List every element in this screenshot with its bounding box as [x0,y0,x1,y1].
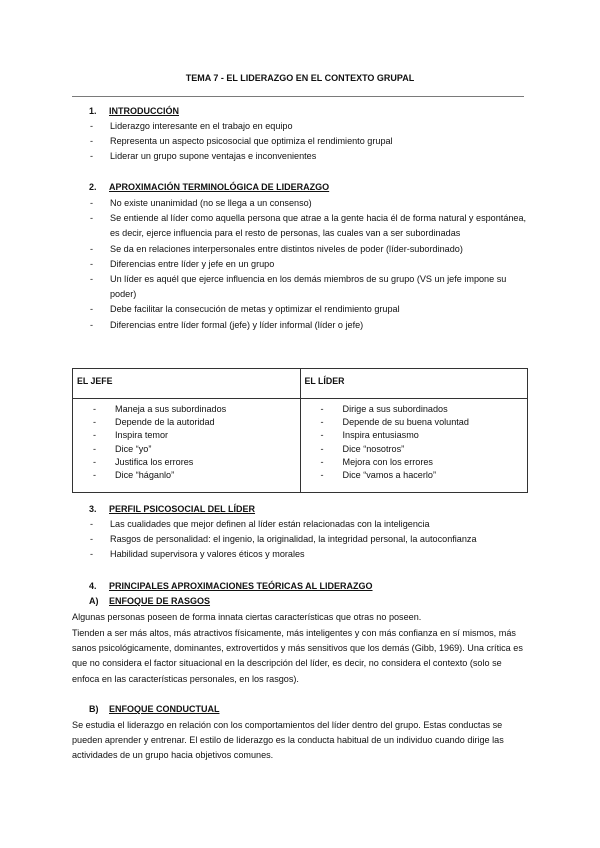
subsection-number: B) [89,704,99,714]
list-item: - Dice “vamos a hacerlo” [321,469,528,482]
section-number: 1. [89,106,97,116]
paragraph-conductual: Se estudia el liderazgo en relación con los comportamientos del líder dentro del grupo. Estas conductas se pueden aprender y entrenar. El estilo de liderazgo es la conducta habitual de un individuo cuando dirige las actividades de un grupo hacia objetivos comunes. [72,720,504,761]
subsection-label: ENFOQUE DE RASGOS [109,596,211,606]
bullet-list-aproximacion [89,196,529,333]
title-divider [72,96,524,97]
list-item: - Mejora con los errores [321,456,528,469]
document-title: TEMA 7 - EL LIDERAZGO EN EL CONTEXTO GRUPAL [185,73,415,83]
table-cell-jefe [73,399,301,493]
bullet-list-perfil [89,517,529,563]
section-heading-aproximacion [89,180,329,195]
list-item: - Dice “yo” [93,443,300,456]
list-item: - Diferencias entre líder formal (jefe) y líder informal (líder o jefe) [89,318,529,333]
list-item: - Se entiende al líder como aquella persona que atrae a la gente hacia él de forma natural y espontánea, es decir, ejerce influencia para el resto de personas, las cuales van a ser subordinadas [89,211,529,241]
paragraph-rasgos-1: Algunas personas poseen de forma innata ciertas características que otras no poseen. [72,612,422,622]
list-item: - Dice “háganlo” [93,469,300,482]
list-item: - Justifica los errores [93,456,300,469]
table-row [73,399,528,493]
list-item: - Habilidad supervisora y valores éticos y morales [89,547,529,562]
list-item: - Depende de su buena voluntad [321,416,528,429]
list-item: - Inspira temor [93,429,300,442]
subsection-number: A) [89,596,99,606]
section-label: PERFIL PSICOSOCIAL DEL LÍDER [109,504,256,514]
table-header-row [73,369,528,399]
list-item: - Liderazgo interesante en el trabajo en equipo [89,119,529,134]
list-item: - Diferencias entre líder y jefe en un grupo [89,257,529,272]
jefe-vs-lider-table [72,368,528,493]
list-item: - Representa un aspecto psicosocial que optimiza el rendimiento grupal [89,134,529,149]
list-item: - Rasgos de personalidad: el ingenio, la originalidad, la integridad personal, la autoconfianza [89,532,529,547]
section-number: 4. [89,581,97,591]
section-label: APROXIMACIÓN TERMINOLÓGICA DE LIDERAZGO [109,182,330,192]
subsection-heading-conductual [89,702,220,717]
list-item: - Dice “nosotros” [321,443,528,456]
list-item: - Las cualidades que mejor definen al líder están relacionadas con la inteligencia [89,517,529,532]
subsection-label: ENFOQUE CONDUCTUAL [109,704,220,714]
section-label: INTRODUCCIÓN [109,106,179,116]
paragraph-rasgos-2: Tienden a ser más altos, más atractivos físicamente, más inteligentes y con más confianza en sí mismos, más sanos psicológicamente, dominantes, extrovertidos y más sensitivos que los demás (Gibb, 1969). Una crítica es que no considera el factor situacional en la descripción del líder, es decir, no considera el contexto (solo se enfoca en las características personales, en los rasgos). [72,628,523,684]
section-number: 2. [89,182,97,192]
section-heading-aproximaciones-teoricas [89,579,373,594]
jefe-list [73,403,300,482]
list-item: - Debe facilitar la consecución de metas y optimizar el rendimiento grupal [89,302,529,317]
section-label: PRINCIPALES APROXIMACIONES TEÓRICAS AL LIDERAZGO [109,581,373,591]
section-number: 3. [89,504,97,514]
bullet-list-introduccion [89,119,529,165]
table-cell-lider [300,399,528,493]
list-item: - Liderar un grupo supone ventajas e inconvenientes [89,149,529,164]
list-item: - Maneja a sus subordinados [93,403,300,416]
lider-list [301,403,528,482]
section-heading-perfil [89,502,255,517]
table-header-lider: EL LÍDER [300,369,528,399]
section-heading-introduccion [89,104,179,119]
list-item: - Se da en relaciones interpersonales entre distintos niveles de poder (líder-subordinado) [89,242,529,257]
list-item: - Depende de la autoridad [93,416,300,429]
list-item: - Un líder es aquél que ejerce influencia en los demás miembros de su grupo (VS un jefe impone su poder) [89,272,529,302]
list-item: - No existe unanimidad (no se llega a un consenso) [89,196,529,211]
table-header-jefe: EL JEFE [73,369,301,399]
subsection-heading-rasgos [89,594,210,609]
list-item: - Inspira entusiasmo [321,429,528,442]
list-item: - Dirige a sus subordinados [321,403,528,416]
